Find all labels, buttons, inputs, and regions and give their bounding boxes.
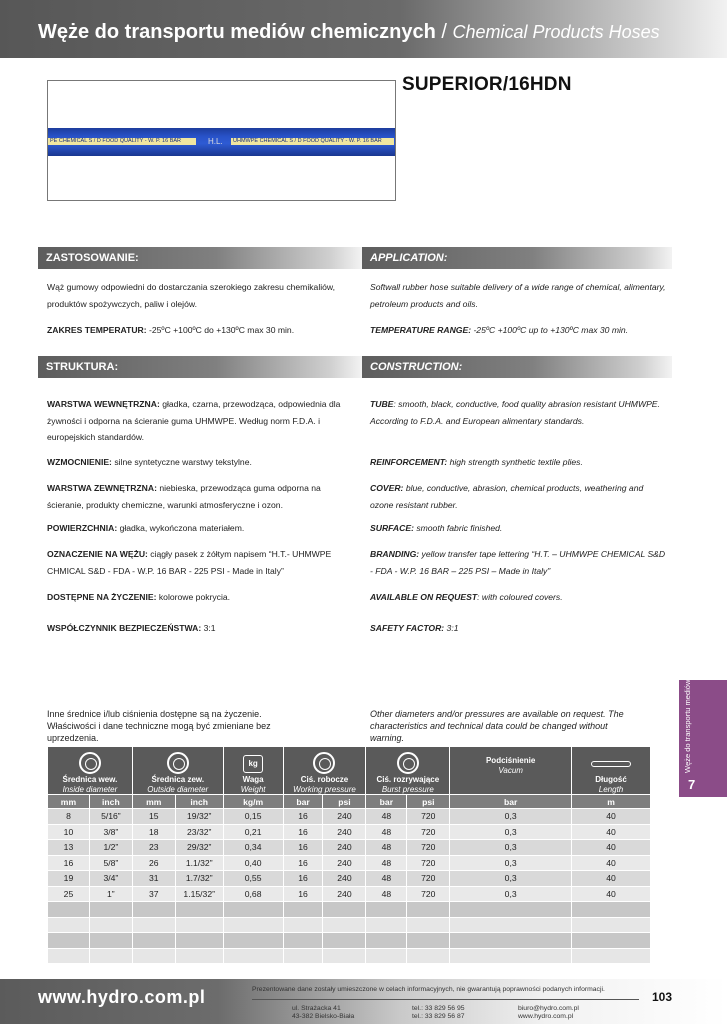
table-cell: 37 [132,886,175,902]
en-temperature [370,322,670,339]
unit-cell: mm [48,795,90,809]
unit-cell: psi [323,795,366,809]
table-cell: 16 [283,855,323,871]
table-cell: 23 [132,840,175,856]
table-cell: 10 [48,824,90,840]
table-row [48,855,651,871]
section-zastosowanie: ZASTOSOWANIE: [38,247,362,269]
pl-temp-value: -25ºC +100ºC do +130ºC max 30 min. [146,325,295,335]
en-tube [370,396,660,429]
footer-disclaimer: Prezentowane dane zostały umieszczone w celach informacyjnych, nie gwarantują poprawności podanych informacji. [252,986,605,993]
en-item-text: 3:1 [444,623,459,633]
table-cell: 0,21 [223,824,283,840]
table-cell: 0,3 [450,840,572,856]
th-outside-diameter [132,747,223,795]
table-cell: 23/32” [175,824,223,840]
th-label-pl: Ciś. robocze [300,775,349,784]
table-cell: 40 [572,824,651,840]
table-cell: 1.15/32” [175,886,223,902]
pl-item-label: OZNACZENIE NA WĘŻU: [47,549,148,559]
section-struktura: STRUKTURA: [38,356,362,378]
pl-item-label: POWIERZCHNIA: [47,523,118,533]
en-item-text: high strength synthetic textile plies. [447,457,583,467]
pl-note: Inne średnice i/lub ciśnienia dostępne są na życzenie. Właściwości i dane techniczne mogą być zmieniane bez uprzedzenia. [47,709,271,743]
table-cell: 0,3 [450,871,572,887]
table-empty-row [48,917,651,933]
table-cell: 240 [323,871,366,887]
table-cell: 0,3 [450,824,572,840]
en-reinforcement [370,454,670,471]
hose-tape-mark: H.L. [208,137,223,146]
en-item-label: SAFETY FACTOR: [370,623,445,633]
table-cell: 40 [572,840,651,856]
unit-cell: bar [450,795,572,809]
table-row [48,809,651,825]
footer-tel-1: tel.: 33 829 56 95 [412,1005,465,1012]
th-burst-pressure [366,747,450,795]
pl-item-label: WZMOCNIENIE: [47,457,112,467]
pl-tube [47,396,362,446]
en-item-text: : with coloured covers. [477,592,563,602]
table-units-row [48,795,651,809]
th-label-en: Working pressure [293,784,356,794]
table-cell: 720 [407,840,450,856]
pl-reinforcement [47,454,362,471]
pl-item-text: silne syntetyczne warstwy tekstylne. [111,457,252,467]
table-cell: 40 [572,809,651,825]
table-cell: 16 [283,840,323,856]
pl-item-label: WARSTWA ZEWNĘTRZNA: [47,483,157,493]
table-header-row [48,747,651,795]
en-temp-label: TEMPERATURE RANGE: [370,325,472,335]
title-en: Chemical Products Hoses [452,22,660,42]
table-cell: 0,3 [450,855,572,871]
table-cell: 1” [89,886,132,902]
table-cell: 29/32” [175,840,223,856]
table-cell: 240 [323,840,366,856]
table-cell: 19 [48,871,90,887]
page-title [38,21,660,44]
unit-cell: inch [89,795,132,809]
footer-tel-2: tel.: 33 829 56 87 [412,1013,465,1020]
table-cell: 720 [407,809,450,825]
unit-cell: psi [407,795,450,809]
title-pl: Węże do transportu mediów chemicznych [38,21,436,43]
table-cell: 18 [132,824,175,840]
pl-item-label: WSPÓŁCZYNNIK BEZPIECZEŃSTWA: [47,623,202,633]
table-cell: 1/2” [89,840,132,856]
footer-address-2: 43-382 Bielsko-Biała [292,1013,355,1020]
pl-available [47,589,362,606]
table-cell: 0,40 [223,855,283,871]
th-label-pl: Średnica wew. [62,775,118,784]
pl-temperature [47,322,362,339]
table-cell: 16 [48,855,90,871]
page-number: 103 [652,990,673,1004]
table-cell: 48 [366,871,407,887]
en-item-text: : smooth, black, conductive, food quality abrasion resistant UHMWPE. According to F.D.A. and European alimentary standards. [370,399,660,426]
en-application-text: Softwall rubber hose suitable delivery of a wide range of chemical, alimentary, petroleum products and oils. [370,282,666,309]
pl-application-text: Wąż gumowy odpowiedni do dostarczania szerokiego zakresu chemikaliów, produktów spożywczych, paliw i olejów. [47,282,336,309]
en-note: Other diameters and/or pressures are available on request. The characteristics and technical data could be changed without warning. [370,709,624,743]
table-cell: 240 [323,824,366,840]
table-cell: 48 [366,840,407,856]
table-empty-row [48,902,651,918]
table-cell: 48 [366,809,407,825]
table-cell: 0,3 [450,886,572,902]
footer-web[interactable]: www.hydro.com.pl [518,1013,574,1020]
table-cell: 40 [572,855,651,871]
table-cell: 48 [366,855,407,871]
table-row [48,824,651,840]
table-cell: 720 [407,886,450,902]
chapter-tab-text: Węże do transportu mediów chemicznych [683,634,692,773]
table-row [48,886,651,902]
en-item-label: BRANDING: [370,549,420,559]
pl-surface [47,520,362,537]
table-cell: 720 [407,824,450,840]
spec-table [47,746,651,964]
section-construction: CONSTRUCTION: [362,356,672,378]
unit-cell: m [572,795,651,809]
table-empty-row [48,948,651,964]
table-cell: 0,55 [223,871,283,887]
hose-image [47,80,396,201]
th-label-en: Inside diameter [62,784,118,794]
hose-length-icon [591,761,631,767]
table-cell: 16 [283,824,323,840]
table-cell: 720 [407,855,450,871]
table-cell: 40 [572,886,651,902]
th-label-pl: Średnica zew. [151,775,205,784]
en-surface [370,520,670,537]
table-row [48,840,651,856]
en-item-text: yellow transfer tape lettering “H.T. – UHMWPE CHEMICAL S&D - FDA - W.P. 16 BAR – 225 PSI – Made in Italy” [370,549,666,576]
footer-address-1: ul. Strażacka 41 [292,1005,341,1012]
table-cell: 1.1/32” [175,855,223,871]
table-cell: 40 [572,871,651,887]
table-cell: 19/32” [175,809,223,825]
en-item-text: blue, conductive, abrasion, chemical products, weathering and ozone resistant rubber. [370,483,644,510]
th-label-en: Vacum [498,765,523,775]
table-cell: 16 [283,886,323,902]
burst-gauge-icon [397,752,419,774]
table-cell: 31 [132,871,175,887]
en-item-label: SURFACE: [370,523,414,533]
unit-cell: mm [132,795,175,809]
en-available [370,589,670,606]
en-item-label: TUBE [370,399,394,409]
table-cell: 48 [366,824,407,840]
pl-branding [47,546,362,579]
footer-divider [252,999,639,1000]
title-separator: / [435,21,453,43]
hose-tape-right: UHMWPE CHEMICAL S / D FOOD QUALITY - W. P. 16 BAR [231,138,394,145]
table-cell: 240 [323,886,366,902]
pl-temp-label: ZAKRES TEMPERATUR: [47,325,147,335]
th-label-en: Length [598,784,624,794]
table-cell: 3/8” [89,824,132,840]
unit-cell: bar [283,795,323,809]
th-label-pl: Podciśnienie [485,756,536,766]
th-length [572,747,651,795]
en-item-text: smooth fabric finished. [413,523,503,533]
pl-item-text: gładka, wykończona materiałem. [117,523,245,533]
table-cell: 5/8” [89,855,132,871]
product-name: SUPERIOR/16HDN [402,74,572,95]
table-cell: 13 [48,840,90,856]
th-label-en: Burst pressure [381,784,434,794]
table-cell: 48 [366,886,407,902]
th-label-pl: Długość [595,775,627,784]
table-cell: 26 [132,855,175,871]
table-cell: 720 [407,871,450,887]
th-vacuum [450,747,572,795]
table-row [48,871,651,887]
table-cell: 3/4” [89,871,132,887]
inside-diameter-icon [79,752,101,774]
th-label-pl: Ciś. rozrywające [376,775,440,784]
table-cell: 0,68 [223,886,283,902]
table-cell: 25 [48,886,90,902]
pl-cover [47,480,352,513]
unit-cell: bar [366,795,407,809]
pl-item-text: 3:1 [201,623,216,633]
th-inside-diameter [48,747,133,795]
table-cell: 0,34 [223,840,283,856]
table-cell: 15 [132,809,175,825]
pl-safety [47,620,362,637]
footer-email[interactable]: biuro@hydro.com.pl [518,1005,579,1012]
en-branding [370,546,670,579]
table-cell: 16 [283,871,323,887]
footer-url[interactable]: www.hydro.com.pl [38,987,206,1007]
table-cell: 16 [283,809,323,825]
weight-icon: kg [243,755,263,773]
en-temp-value: -25ºC +100ºC up to +130ºC max 30 min. [471,325,629,335]
en-cover [370,480,650,513]
table-cell: 0,15 [223,809,283,825]
section-application: APPLICATION: [362,247,672,269]
unit-cell: inch [175,795,223,809]
table-empty-row [48,933,651,949]
pl-item-text: gładka, czarna, przewodząca, odpowiednia dla żywności i odporna na ścieranie guma UHMWPE. Według norm F.D.A. i europejskich standardów. [47,399,341,442]
pl-item-text: kolorowe pokrycia. [156,592,231,602]
en-item-label: REINFORCEMENT: [370,457,448,467]
outside-diameter-icon [167,752,189,774]
en-item-label: AVAILABLE ON REQUEST [370,592,478,602]
chapter-number: 7 [688,777,696,792]
pl-item-label: DOSTĘPNE NA ŻYCZENIE: [47,592,157,602]
pl-item-label: WARSTWA WEWNĘTRZNA: [47,399,160,409]
en-item-label: COVER: [370,483,404,493]
table-cell: 5/16” [89,809,132,825]
table-cell: 0,3 [450,809,572,825]
th-label-en: Outside diameter [147,784,209,794]
th-label-pl: Waga [242,775,264,784]
th-working-pressure [283,747,366,795]
table-cell: 1.7/32” [175,871,223,887]
en-safety [370,620,670,637]
th-label-en: Weight [240,784,266,794]
pl-item-text: niebieska, przewodząca guma odporna na ścieranie, produkty chemiczne, warunki atmosferyczne i ozon. [47,483,321,510]
hose-tape-left: PE CHEMICAL S / D FOOD QUALITY - W. P. 16 BAR [48,138,196,145]
unit-cell: kg/m [223,795,283,809]
hose-body [48,128,395,156]
pl-item-text: ciągły pasek z żółtym napisem “H.T.- UHMWPE CHMICAL S&D - FDA - W.P. 16 BAR - 225 PSI - Made in Italy” [47,549,332,576]
table-cell: 240 [323,855,366,871]
table-cell: 240 [323,809,366,825]
th-weight [223,747,283,795]
table-cell: 8 [48,809,90,825]
pressure-gauge-icon [313,752,335,774]
